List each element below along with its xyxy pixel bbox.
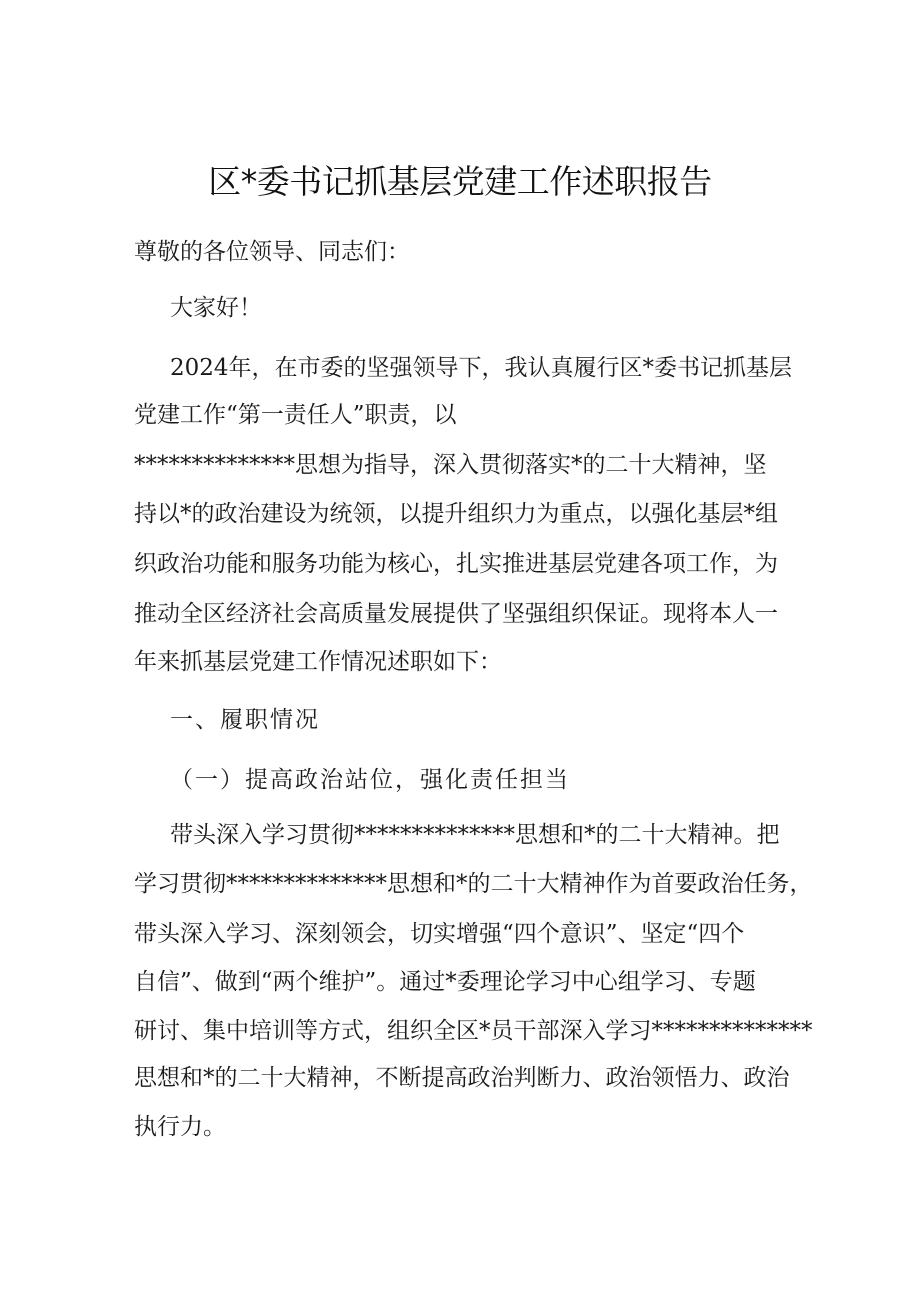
intro-line: 推动全区经济社会高质量发展提供了坚强组织保证。现将本人一 [134, 601, 778, 627]
body-line: 执行力。 [134, 1114, 226, 1140]
intro-line: 织政治功能和服务功能为核心，扎实推进基层党建各项工作，为 [134, 551, 778, 577]
intro-line: 党建工作“第一责任人”职责，以 [134, 402, 457, 428]
section-heading: 一、履职情况 [170, 707, 320, 733]
body-line: 学习贯彻**************思想和*的二十大精神作为首要政治任务， [134, 871, 813, 897]
body-line: 带头深入学习、深刻领会，切实增强“四个意识”、坚定“四个 [134, 921, 745, 947]
body-line: 研讨、集中培训等方式，组织全区*员干部深入学习************** [134, 1018, 813, 1044]
document-title: 区*委书记抓基层党建工作述职报告 [208, 162, 712, 201]
intro-line: **************思想为指导，深入贯彻落实*的二十大精神，坚 [134, 452, 767, 478]
intro-line: 持以*的政治建设为统领，以提升组织力为重点，以强化基层*组 [134, 501, 778, 527]
body-line: 自信”、做到“两个维护”。通过*委理论学习中心组学习、专题 [134, 969, 756, 995]
greeting: 大家好！ [170, 295, 262, 321]
intro-line: 2024年，在市委的坚强领导下，我认真履行区*委书记抓基层 [170, 355, 793, 381]
body-line: 思想和*的二十大精神，不断提高政治判断力、政治领悟力、政治 [134, 1065, 790, 1091]
body-line: 带头深入学习贯彻**************思想和*的二十大精神。把 [170, 822, 780, 848]
salutation: 尊敬的各位领导、同志们： [134, 239, 410, 265]
intro-line: 年来抓基层党建工作情况述职如下： [134, 649, 502, 675]
subsection-heading: （一）提高政治站位，强化责任担当 [170, 767, 570, 793]
